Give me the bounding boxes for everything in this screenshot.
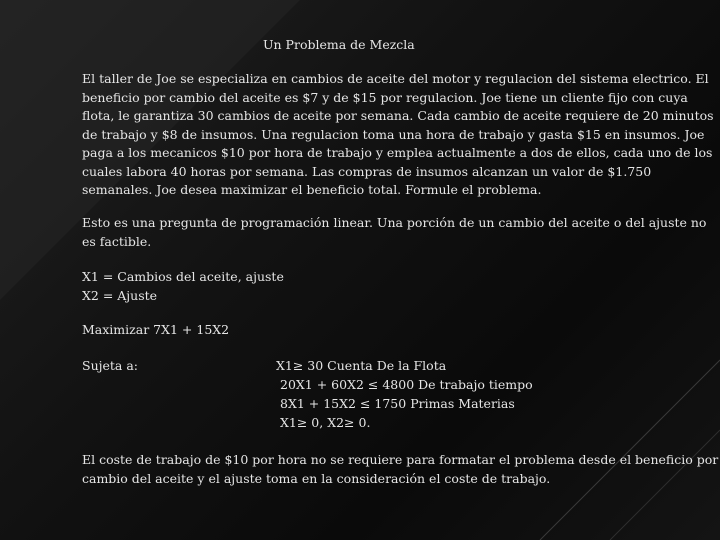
note-line: es factible. [82,233,152,249]
constraint-fleet: X1≥ 30 Cuenta De la Flota [276,358,447,373]
constraint-nonnegativity: X1≥ 0, X2≥ 0. [280,415,371,430]
note-line: Esto es una pregunta de programación linear. Una porción de un cambio del aceite o del ajuste no [82,215,707,230]
footer-line: cambio del aceite y el ajuste toma en la consideración el coste de trabajo. [82,470,551,486]
problem-line: beneficio por cambio del aceite es $7 y de $15 por regulacion. Joe tiene un cliente fijo con cuya [82,89,688,105]
constraint-labor-time: 20X1 + 60X2 ≤ 4800 De trabajo tiempo [280,377,533,392]
problem-line: El taller de Joe se especializa en cambios de aceite del motor y regulacion del sistema electrico. El [82,71,709,86]
variable-x2-definition: X2 = Ajuste [82,288,158,303]
problem-line: semanales. Joe desea maximizar el beneficio total. Formule el problema. [82,182,542,197]
variable-x1-definition: X1 = Cambios del aceite, ajuste [82,269,284,284]
linear-programming-note [82,214,706,251]
problem-line: de trabajo y $8 de insumos. Una regulacion toma una hora de trabajo y gasta $15 en insumos. Joe [82,126,705,142]
labor-cost-footnote [82,451,718,488]
objective-function: Maximizar 7X1 + 15X2 [82,322,230,337]
footer-line: El coste de trabajo de $10 por hora no se requiere para formatar el problema desde el beneficio por [82,452,719,467]
problem-line: flota, le garantiza 30 cambios de aceite por semana. Cada cambio de aceite requiere de 20 minutos [82,108,714,123]
background-diagonal-line [540,360,720,540]
constraint-materials: 8X1 + 15X2 ≤ 1750 Primas Materias [280,396,515,411]
problem-line: cuales labora 40 horas por semana. Las compras de insumos alcanzan un valor de $1.750 [82,163,652,179]
problem-statement [82,70,714,200]
constraints-label: Sujeta a: [82,358,138,373]
slide-title: Un Problema de Mezcla [263,37,415,52]
problem-line: paga a los mecanicos $10 por hora de trabajo y emplea actualmente a dos de ellos, cada uno de los [82,145,713,160]
